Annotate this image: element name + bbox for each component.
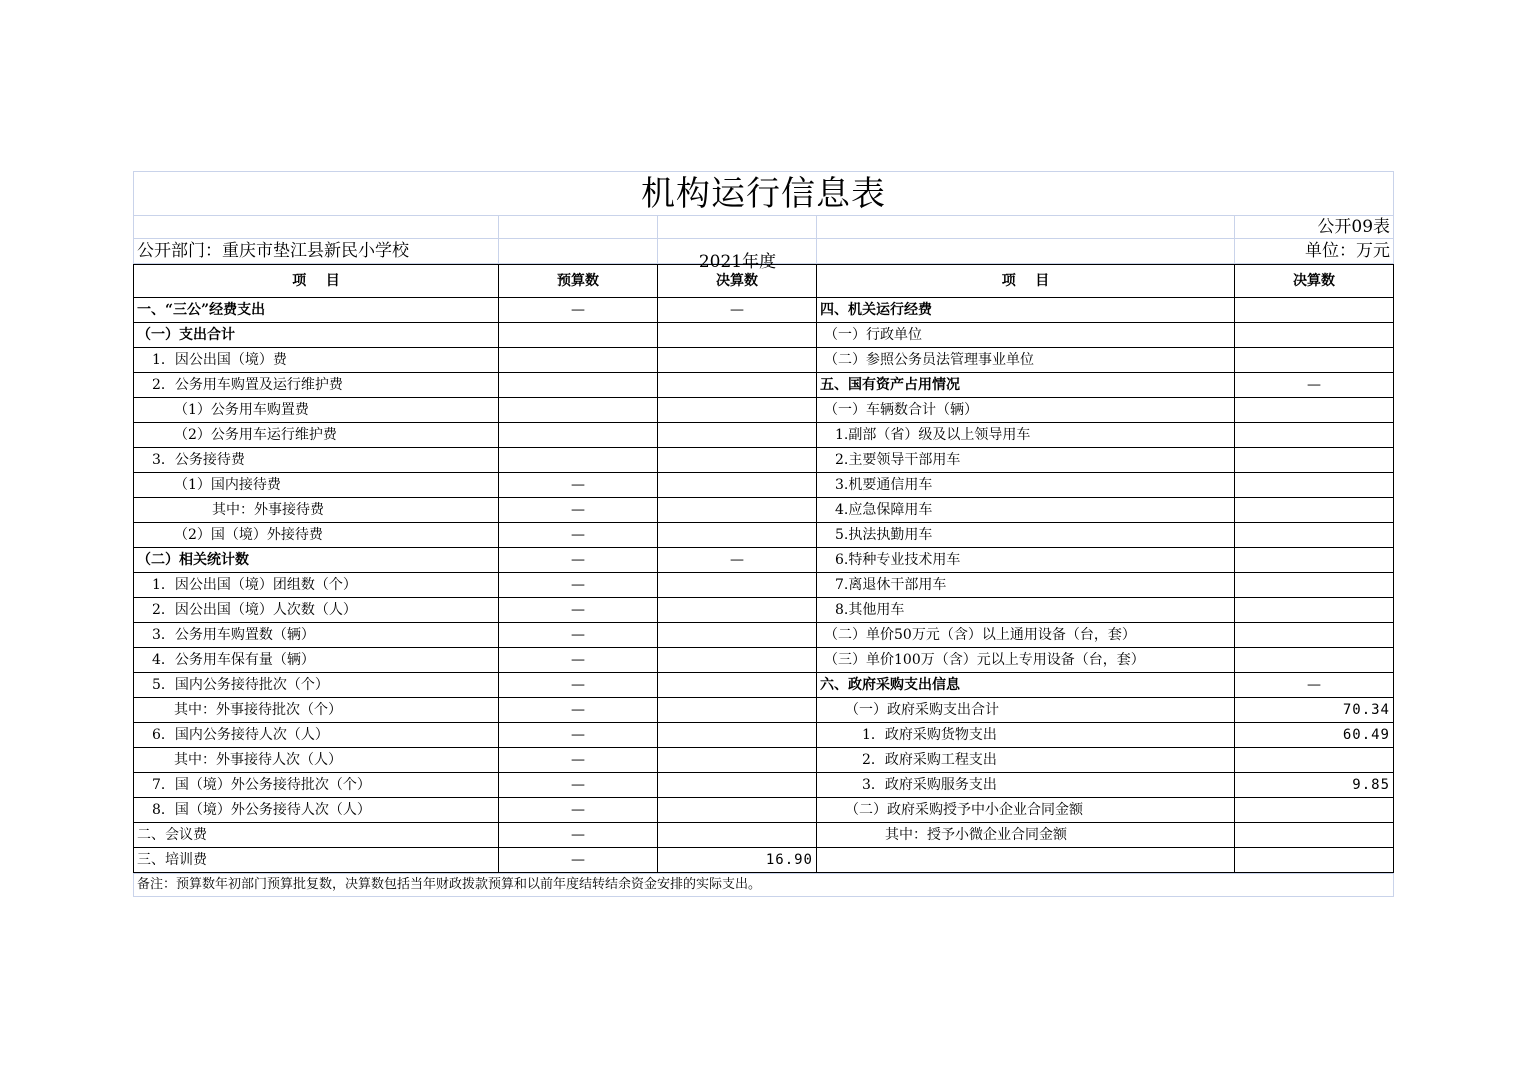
empty-cell	[817, 216, 1235, 239]
row-final-right-value	[1235, 548, 1394, 573]
row-final-right-value: 9.85	[1235, 773, 1394, 798]
row-budget-value: —	[499, 723, 658, 748]
table-row	[134, 398, 1394, 423]
header-item-right: 项 目	[817, 265, 1235, 298]
row-item-right: 1.副部（省）级及以上领导用车	[817, 423, 1235, 448]
row-final-right-value	[1235, 798, 1394, 823]
row-item-right: （一）政府采购支出合计	[817, 698, 1235, 723]
table-row	[134, 698, 1394, 723]
row-final-value	[658, 673, 817, 698]
row-final-value: —	[658, 298, 817, 323]
row-item-right: 7.离退休干部用车	[817, 573, 1235, 598]
row-item-left: （1）国内接待费	[134, 473, 499, 498]
table-row	[134, 823, 1394, 848]
row-item-left: 8．国（境）外公务接待人次（人）	[134, 798, 499, 823]
row-budget-value: —	[499, 598, 658, 623]
row-final-value	[658, 523, 817, 548]
table-row	[134, 373, 1394, 398]
row-final-value	[658, 723, 817, 748]
row-item-left: 1．因公出国（境）团组数（个）	[134, 573, 499, 598]
table-row	[134, 523, 1394, 548]
row-budget-value: —	[499, 498, 658, 523]
header-budget: 预算数	[499, 265, 658, 298]
row-final-right-value: 70.34	[1235, 698, 1394, 723]
row-budget-value: —	[499, 848, 658, 873]
empty-cell	[817, 239, 1235, 264]
row-budget-value: —	[499, 773, 658, 798]
page-title: 机构运行信息表	[134, 172, 1394, 216]
row-budget-value: —	[499, 648, 658, 673]
row-item-left: （一）支出合计	[134, 323, 499, 348]
row-final-value	[658, 423, 817, 448]
row-item-right: 六、政府采购支出信息	[817, 673, 1235, 698]
table-row	[134, 748, 1394, 773]
row-item-right: 3．政府采购服务支出	[817, 773, 1235, 798]
table-row	[134, 648, 1394, 673]
row-item-right: （一）行政单位	[817, 323, 1235, 348]
row-item-left: （二）相关统计数	[134, 548, 499, 573]
row-item-left: 一、“三公”经费支出	[134, 298, 499, 323]
row-final-value	[658, 648, 817, 673]
row-budget-value: —	[499, 523, 658, 548]
row-item-left: 7．国（境）外公务接待批次（个）	[134, 773, 499, 798]
empty-cell	[134, 216, 499, 239]
row-budget-value: —	[499, 698, 658, 723]
row-item-right: 2.主要领导干部用车	[817, 448, 1235, 473]
unit-label: 单位：万元	[1235, 239, 1394, 264]
row-final-right-value	[1235, 823, 1394, 848]
row-item-right: 四、机关运行经费	[817, 298, 1235, 323]
row-final-right-value: —	[1235, 673, 1394, 698]
row-final-value	[658, 823, 817, 848]
row-final-value	[658, 348, 817, 373]
row-final-value	[658, 473, 817, 498]
header-table	[133, 171, 1394, 272]
row-budget-value: —	[499, 548, 658, 573]
row-budget-value	[499, 323, 658, 348]
header-final-right: 决算数	[1235, 265, 1394, 298]
row-final-right-value	[1235, 648, 1394, 673]
row-final-right-value: 60.49	[1235, 723, 1394, 748]
table-row	[134, 348, 1394, 373]
row-final-right-value	[1235, 573, 1394, 598]
row-final-value	[658, 798, 817, 823]
row-final-right-value	[1235, 348, 1394, 373]
row-item-right: 其中：授予小微企业合同金额	[817, 823, 1235, 848]
year-label: 2021年度	[698, 252, 777, 272]
table-row	[134, 723, 1394, 748]
footnote: 备注：预算数年初部门预算批复数，决算数包括当年财政拨款预算和以前年度结转结余资金安排的实际支出。	[134, 874, 1394, 897]
row-item-right: 6.特种专业技术用车	[817, 548, 1235, 573]
empty-cell	[499, 216, 658, 239]
row-final-right-value	[1235, 298, 1394, 323]
row-item-right: （一）车辆数合计（辆）	[817, 398, 1235, 423]
row-final-value	[658, 698, 817, 723]
row-budget-value	[499, 448, 658, 473]
table-row	[134, 473, 1394, 498]
row-budget-value	[499, 423, 658, 448]
row-final-value	[658, 623, 817, 648]
row-final-right-value: —	[1235, 373, 1394, 398]
data-table	[133, 264, 1394, 873]
row-item-left: 二、会议费	[134, 823, 499, 848]
row-item-left: 1．因公出国（境）费	[134, 348, 499, 373]
row-final-value	[658, 323, 817, 348]
row-item-left: 5．国内公务接待批次（个）	[134, 673, 499, 698]
row-budget-value: —	[499, 748, 658, 773]
row-final-right-value	[1235, 398, 1394, 423]
row-budget-value: —	[499, 623, 658, 648]
row-item-right: （三）单价100万（含）元以上专用设备（台，套）	[817, 648, 1235, 673]
row-item-right: 4.应急保障用车	[817, 498, 1235, 523]
table-row	[134, 798, 1394, 823]
row-item-left: 其中：外事接待批次（个）	[134, 698, 499, 723]
row-final-value	[658, 398, 817, 423]
row-budget-value: —	[499, 298, 658, 323]
row-final-right-value	[1235, 423, 1394, 448]
row-final-value	[658, 748, 817, 773]
row-budget-value	[499, 348, 658, 373]
row-item-left: 其中：外事接待人次（人）	[134, 748, 499, 773]
row-final-value	[658, 773, 817, 798]
row-final-right-value	[1235, 623, 1394, 648]
table-row	[134, 423, 1394, 448]
table-row	[134, 848, 1394, 873]
table-row	[134, 323, 1394, 348]
row-final-value	[658, 598, 817, 623]
row-item-right: 1．政府采购货物支出	[817, 723, 1235, 748]
row-item-right	[817, 848, 1235, 873]
row-final-right-value	[1235, 598, 1394, 623]
note-table	[133, 873, 1394, 897]
row-item-left: 2．因公出国（境）人次数（人）	[134, 598, 499, 623]
row-item-left: 2．公务用车购置及运行维护费	[134, 373, 499, 398]
row-final-right-value	[1235, 748, 1394, 773]
table-row	[134, 773, 1394, 798]
row-item-left: 3．公务用车购置数（辆）	[134, 623, 499, 648]
row-final-right-value	[1235, 523, 1394, 548]
row-item-right: 五、国有资产占用情况	[817, 373, 1235, 398]
row-item-left: 3．公务接待费	[134, 448, 499, 473]
header-item-left: 项 目	[134, 265, 499, 298]
row-final-right-value	[1235, 323, 1394, 348]
row-item-right: （二）单价50万元（含）以上通用设备（台，套）	[817, 623, 1235, 648]
empty-cell	[658, 216, 817, 239]
row-item-right: 2．政府采购工程支出	[817, 748, 1235, 773]
row-item-right: 5.执法执勤用车	[817, 523, 1235, 548]
row-final-value	[658, 373, 817, 398]
row-final-value: 16.90	[658, 848, 817, 873]
row-item-left: 6．国内公务接待人次（人）	[134, 723, 499, 748]
row-final-right-value	[1235, 473, 1394, 498]
row-item-left: （2）公务用车运行维护费	[134, 423, 499, 448]
info-table-sheet	[133, 171, 1393, 897]
row-item-right: 8.其他用车	[817, 598, 1235, 623]
header-final: 决算数	[658, 265, 817, 298]
row-item-left: 其中：外事接待费	[134, 498, 499, 523]
row-item-left: 三、培训费	[134, 848, 499, 873]
row-item-right: 3.机要通信用车	[817, 473, 1235, 498]
row-item-left: （1）公务用车购置费	[134, 398, 499, 423]
table-row	[134, 573, 1394, 598]
row-budget-value: —	[499, 573, 658, 598]
row-budget-value: —	[499, 823, 658, 848]
row-item-left: （2）国（境）外接待费	[134, 523, 499, 548]
table-row	[134, 298, 1394, 323]
table-row	[134, 498, 1394, 523]
row-final-value	[658, 448, 817, 473]
row-budget-value: —	[499, 673, 658, 698]
department-label: 公开部门：重庆市垫江县新民小学校	[134, 239, 499, 264]
table-row	[134, 548, 1394, 573]
table-row	[134, 623, 1394, 648]
row-item-right: （二）参照公务员法管理事业单位	[817, 348, 1235, 373]
row-budget-value: —	[499, 473, 658, 498]
row-budget-value	[499, 373, 658, 398]
table-row	[134, 673, 1394, 698]
row-final-value: —	[658, 548, 817, 573]
row-final-right-value	[1235, 848, 1394, 873]
row-final-value	[658, 498, 817, 523]
row-budget-value: —	[499, 798, 658, 823]
row-item-right: （二）政府采购授予中小企业合同金额	[817, 798, 1235, 823]
row-item-left: 4．公务用车保有量（辆）	[134, 648, 499, 673]
row-final-right-value	[1235, 498, 1394, 523]
table-row	[134, 598, 1394, 623]
row-budget-value	[499, 398, 658, 423]
year-cell	[658, 239, 817, 272]
table-row	[134, 448, 1394, 473]
table-code: 公开09表	[1235, 216, 1394, 239]
row-final-value	[658, 573, 817, 598]
row-final-right-value	[1235, 448, 1394, 473]
